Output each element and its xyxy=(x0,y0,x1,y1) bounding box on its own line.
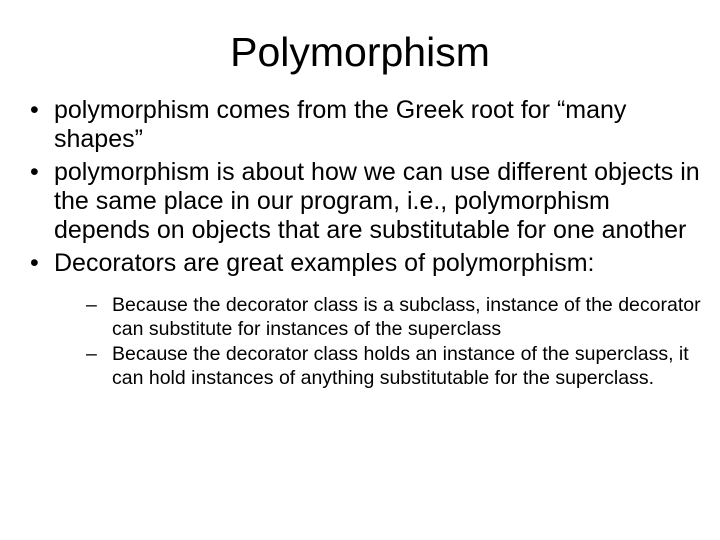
bullet-text: Decorators are great examples of polymorphism: xyxy=(54,249,595,277)
sub-bullet-marker: – xyxy=(86,294,97,316)
sub-bullet-text: Because the decorator class is a subclass, instance of the decorator can substitute for instances of the superclass xyxy=(112,294,701,340)
bullet-item xyxy=(30,249,702,390)
bullet-marker: • xyxy=(30,249,39,277)
sub-bullet-text: Because the decorator class holds an instance of the superclass, it can hold instances of anything substitutable for the superclass. xyxy=(112,343,689,389)
bullet-text: polymorphism is about how we can use different objects in the same place in our program, i.e., polymorphism depends on objects that are substitutable for one another xyxy=(54,158,700,244)
bullet-item xyxy=(30,96,702,154)
bullet-item xyxy=(30,158,702,245)
sub-bullet-list xyxy=(54,294,702,390)
bullet-marker: • xyxy=(30,158,39,186)
bullet-list xyxy=(30,96,702,390)
sub-bullet-item xyxy=(86,343,702,390)
slide-title: Polymorphism xyxy=(230,29,490,75)
sub-bullet-marker: – xyxy=(86,343,97,365)
slide-body xyxy=(30,96,702,394)
bullet-text: polymorphism comes from the Greek root for “many shapes” xyxy=(54,96,627,153)
bullet-marker: • xyxy=(30,96,39,124)
sub-bullet-item xyxy=(86,294,702,341)
